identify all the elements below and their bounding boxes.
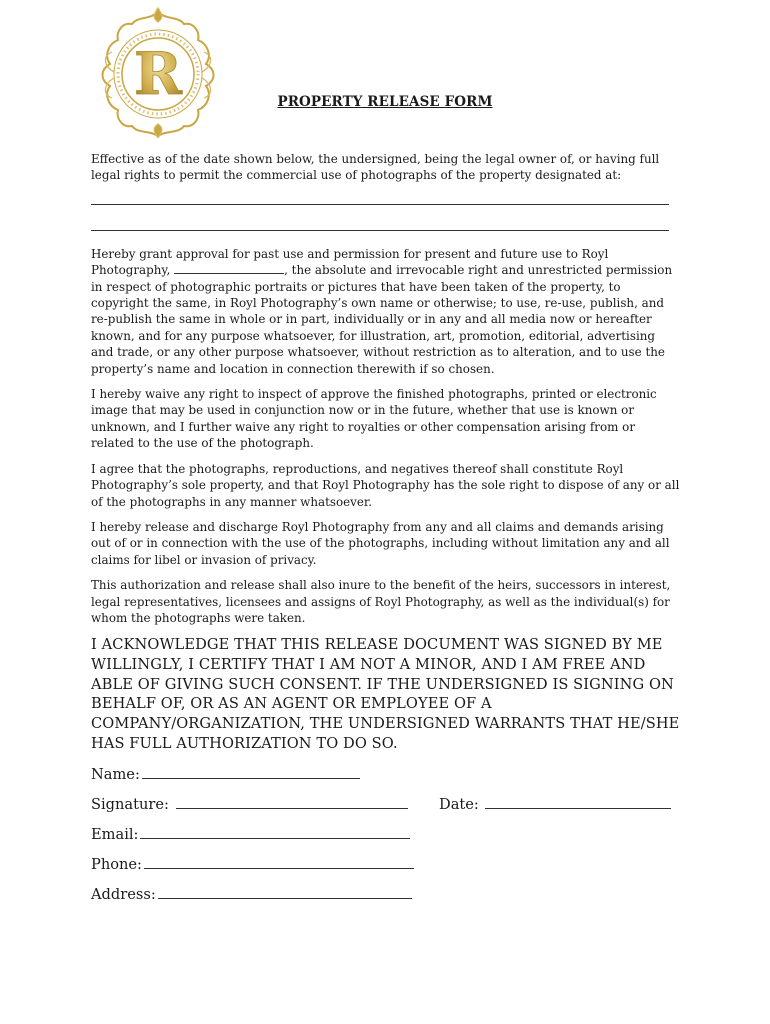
grant-text-part1: Hereby grant approval for past use and permission for present and future use to Royl Photography, <box>91 246 609 278</box>
date-label: Date: <box>439 795 479 813</box>
phone-input-line[interactable] <box>144 852 414 869</box>
intro-paragraph: Effective as of the date shown below, the undersigned, being the legal owner of, or having full legal rights to permit the commercial use of photographs of the property designated at: <box>91 152 660 183</box>
heirs-paragraph: This authorization and release shall also inure to the benefit of the heirs, successors in interest, legal representatives, licensees and assigns of Royl Photography, as well as the individual(s) for whom the photographs were taken. <box>91 578 671 625</box>
date-field <box>439 790 671 820</box>
company-logo <box>94 6 222 138</box>
date-input-line[interactable] <box>485 792 671 809</box>
address-input-line[interactable] <box>158 882 412 899</box>
email-field-row <box>91 820 681 850</box>
email-input-line[interactable] <box>140 822 410 839</box>
signature-label: Signature: <box>91 795 169 813</box>
grant-paragraph <box>91 246 681 377</box>
waiver-paragraph: I hereby waive any right to inspect of approve the finished photographs, printed or electronic image that may be used in conjunction now or in the future, whether that use is known or unknown, and I further waive any right to royalties or other compensation arising from or related to the use of the photograph. <box>91 387 657 451</box>
signature-input-line[interactable] <box>176 792 408 809</box>
property-address-line-2[interactable] <box>91 230 669 231</box>
email-label: Email: <box>91 825 139 843</box>
grant-text-part2: , the absolute and irrevocable right and unrestricted permission in respect of photographic portraits or pictures that have been taken of the property, to copyright the same, in Royl Photography’s own name or otherwise; to use, re-use, publish, and re-publish the same in whole or in part, individually or in any and all media now or hereafter known, and for any purpose whatsoever, for illustration, art, promotion, editorial, advertising and trade, or any other purpose whatsoever, without restriction as to alteration, and to use the property’s name and location in connection therewith if so chosen. <box>91 263 673 376</box>
name-label: Name: <box>91 765 140 783</box>
svg-text:R: R <box>133 40 183 108</box>
form-title <box>0 94 770 110</box>
phone-label: Phone: <box>91 855 142 873</box>
property-paragraph: I agree that the photographs, reproductions, and negatives thereof shall constitute Royl Photography’s sole property, and that Royl Photography has the sole right to dispose of any or all of the photographs in any manner whatsoever. <box>91 461 680 509</box>
property-address-line-1[interactable] <box>91 204 669 205</box>
phone-field-row <box>91 850 681 880</box>
address-label: Address: <box>91 885 156 903</box>
grantee-blank-field[interactable] <box>174 263 284 274</box>
form-title-text: PROPERTY RELEASE FORM <box>277 94 493 110</box>
royl-monogram-icon <box>94 6 222 138</box>
discharge-paragraph: I hereby release and discharge Royl Photography from any and all claims and demands arising out of or in connection with the use of the photographs, including without limitation any and all claims for libel or invasion of privacy. <box>91 519 670 567</box>
name-field-row <box>91 760 681 790</box>
acknowledgement-paragraph: I ACKNOWLEDGE THAT THIS RELEASE DOCUMENT WAS SIGNED BY ME WILLINGLY, I CERTIFY THAT I AM NOT A MINOR, AND I AM FREE AND ABLE OF GIVING SUCH CONSENT. IF THE UNDERSIGNED IS SIGNING ON BEHALF OF, OR AS AN AGENT OR EMPLOYEE OF A COMPANY/ORGANIZATION, THE UNDERSIGNED WARRANTS THAT HE/SHE HAS FULL AUTHORIZATION TO DO SO. <box>91 636 680 752</box>
name-input-line[interactable] <box>142 762 360 779</box>
form-body <box>91 151 681 910</box>
signature-field-row <box>91 790 681 820</box>
address-field-row <box>91 880 681 910</box>
